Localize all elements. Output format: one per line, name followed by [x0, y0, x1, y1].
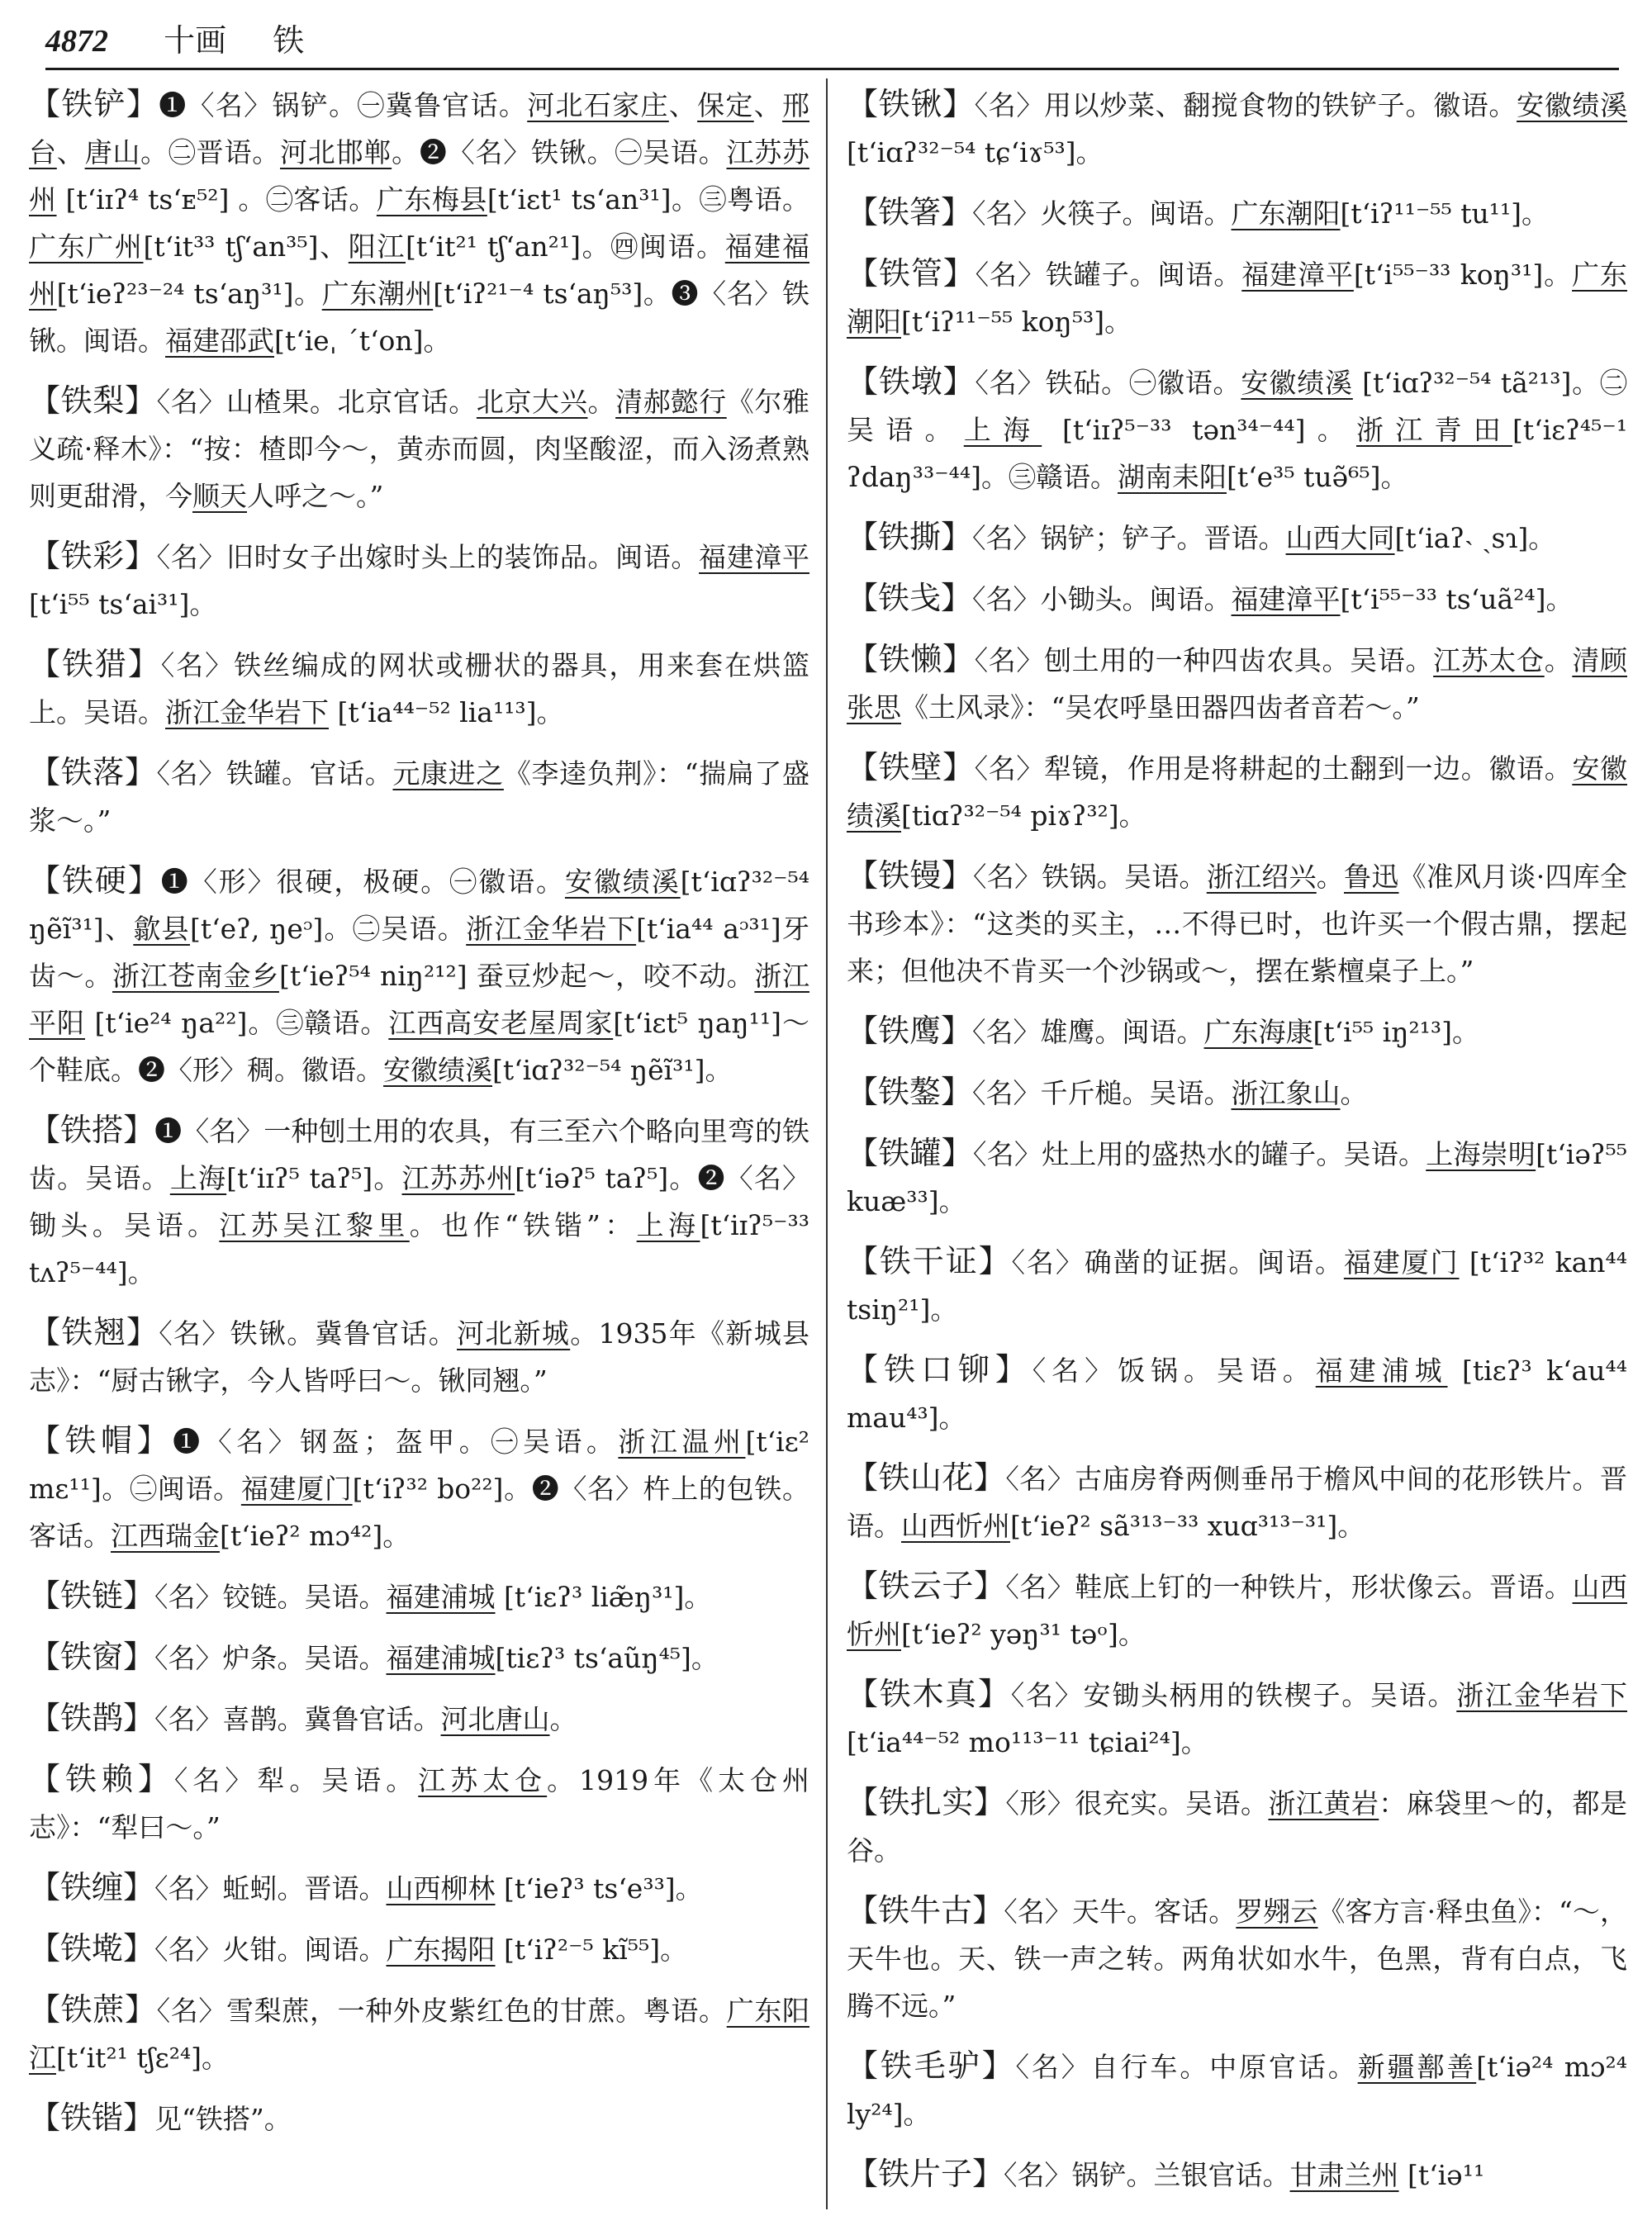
- entry-text: 见“铁搭”。: [154, 2103, 292, 2135]
- place-name: 安徽绩溪: [1517, 89, 1627, 121]
- place-name: 福建浦城: [1315, 1355, 1448, 1387]
- entry-text: 〈名〉鞋底上钉的一种铁片，形状像云。晋语。: [1005, 1571, 1573, 1603]
- entry-text: [tʻit²¹ tʃʻan²¹]。㊃闽语。: [406, 230, 725, 263]
- place-name: 山西忻州: [847, 1571, 1627, 1650]
- place-name: 甘肃兰州: [1289, 2159, 1399, 2191]
- entry-headword: 【铁云子】: [847, 1568, 1006, 1604]
- entry-text: [tʻiʔ³² bo²²]。❷〈名〉杵上的包铁。客话。: [29, 1473, 809, 1552]
- entry-text: [tʻi⁵⁵⁻³³ tsʻuã²⁴]。: [1340, 583, 1574, 615]
- place-name: 河北唐山: [440, 1703, 550, 1735]
- place-name: 河北邯郸: [280, 136, 392, 168]
- place-name: 河北石家庄: [527, 89, 669, 121]
- entry-text: 〈名〉铁丝编成的网状或栅状的器具，用来套在烘篮上。吴语。: [29, 649, 809, 728]
- dictionary-entry-tieman: [847, 852, 1627, 994]
- entry-text: 〈名〉铁罐。官话。: [156, 757, 393, 790]
- entry-headword: 【铁箸】: [847, 194, 973, 230]
- radical-label: 铁: [273, 22, 305, 59]
- place-name: 邢台: [29, 89, 809, 168]
- place-name: 广东潮阳: [847, 259, 1627, 338]
- dictionary-entry-tielian: [29, 1573, 809, 1620]
- entry-text: [tʻi⁵⁵ iŋ²¹³]。: [1313, 1016, 1480, 1048]
- entry-text: 〈名〉用以炒菜、翻搅食物的铁铲子。徽语。: [974, 89, 1517, 121]
- entry-headword: 【铁窗】: [29, 1639, 155, 1675]
- entry-headword: 【铁壁】: [847, 749, 975, 785]
- entry-text: [tʻiɪʔ⁵⁻³³ tən³⁴⁻⁴⁴]。: [1042, 414, 1356, 446]
- entry-text: 人呼之～。”: [247, 480, 384, 512]
- place-name: 浙江金华岩下: [466, 913, 637, 945]
- entry-text: 〈名〉铰链。吴语。: [154, 1581, 387, 1613]
- entry-text: 〈名〉火筷子。闽语。: [972, 197, 1232, 230]
- entry-text: ❶〈形〉很硬，极硬。㊀徽语。: [160, 866, 565, 898]
- left-column: [29, 81, 809, 2220]
- dictionary-entry-tielai: [29, 1756, 809, 1851]
- place-name: 安徽绩溪: [564, 866, 681, 898]
- dictionary-entry-tielan: [847, 636, 1627, 731]
- entry-text: 〈名〉古庙房脊两侧垂吊于檐风中间的花形铁片。晋语。: [847, 1463, 1627, 1542]
- entry-headword: 【铁彩】: [29, 538, 157, 574]
- dictionary-entry-tieda2: [29, 2095, 809, 2142]
- entry-text: 《李逵负荆》：“揣扁了盛浆～。”: [29, 757, 809, 837]
- entry-text: 。: [549, 1703, 577, 1735]
- column-divider: [826, 78, 828, 2209]
- entry-text: 、: [668, 89, 698, 121]
- entry-text: 〈名〉安锄头柄用的铁楔子。吴语。: [1010, 1679, 1457, 1711]
- entry-headword: 【铁链】: [29, 1578, 155, 1614]
- entry-text: [tiɛʔ³ kʻau⁴⁴ mau⁴³]。: [847, 1355, 1627, 1434]
- entry-headword: 【铁落】: [29, 754, 157, 790]
- page-header: [45, 15, 1627, 66]
- place-name: 福建浦城: [386, 1642, 496, 1674]
- entry-text: ❶〈名〉钢盔；盔甲。㊀吴语。: [173, 1426, 619, 1458]
- dictionary-entry-tiedun: [847, 358, 1627, 501]
- dictionary-entry-tieque: [29, 1695, 809, 1743]
- entry-headword: 【铁锹】: [847, 86, 975, 122]
- place-name: 福建浦城: [386, 1581, 496, 1613]
- place-name: 福建漳平: [1231, 583, 1341, 615]
- entry-text: 〈名〉小锄头。闽语。: [972, 583, 1232, 615]
- entry-text: [tʻieʔ⁵⁴ niŋ²¹²] 蚕豆炒起～，咬不动。: [278, 960, 755, 992]
- entry-text: [tʻiɪʔ⁵ taʔ⁵]。: [226, 1162, 402, 1194]
- entry-headword: 【铁鹰】: [847, 1013, 973, 1049]
- entry-text: [tʻiʔ²⁻⁵ kĩ⁵⁵]。: [495, 1933, 688, 1966]
- entry-text: 。㊁晋语。: [140, 136, 281, 168]
- dictionary-entry-tiezhu: [847, 189, 1627, 237]
- place-name: 阳江: [348, 230, 406, 263]
- place-name: 浙江温州: [618, 1426, 746, 1458]
- section-label: 十画: [164, 22, 227, 59]
- dictionary-entry-tieniugu: [847, 1887, 1627, 2029]
- entry-headword: 【铁鏊】: [847, 1074, 973, 1110]
- entry-text: [tʻi⁵⁵ tsʻai³¹]。: [29, 588, 217, 620]
- entry-text: [tʻiɛʔ³ liæ̃ŋ³¹]。: [495, 1581, 712, 1613]
- entry-text: [tʻiɛ² mɛ¹¹]。㊁闽语。: [29, 1426, 809, 1505]
- entry-text: [tʻieʔ² sã³¹³⁻³³ xuɑ³¹³⁻³¹]。: [1010, 1510, 1365, 1542]
- entry-headword: 【铁猎】: [29, 646, 161, 682]
- entry-text: [tʻieʔ² mɔ⁴²]。: [220, 1520, 411, 1552]
- place-name: 鲁迅: [1344, 861, 1399, 893]
- entry-text: [tʻiʔ¹¹⁻⁵⁵ koŋ⁵³]。: [901, 306, 1132, 338]
- entry-text: [tʻiʔ²¹⁻⁴ tsʻaŋ⁵³]。❸〈名〉铁锹。闽语。: [29, 278, 809, 357]
- entry-headword: 【铁梨】: [29, 382, 157, 419]
- entry-text: 〈名〉雪梨蔗，一种外皮紫红色的甘蔗。粤语。: [156, 1995, 727, 2027]
- entry-headword: 【铁帽】: [29, 1422, 173, 1459]
- place-name: 新疆鄯善: [1357, 2051, 1477, 2083]
- entry-text: [tʻi⁵⁵⁻³³ koŋ³¹]。: [1353, 259, 1573, 291]
- dictionary-entry-tieying2: [847, 1008, 1627, 1056]
- entry-text: [tʻiʔ¹¹⁻⁵⁵ tu¹¹]。: [1340, 197, 1550, 230]
- dictionary-entry-tielie: [29, 641, 809, 736]
- place-name: 浙江绍兴: [1206, 861, 1317, 893]
- place-name: 罗翙云: [1236, 1896, 1318, 1928]
- entry-text: 〈名〉蚯蚓。晋语。: [154, 1872, 387, 1905]
- entry-text: [tʻie²⁴ ŋa²²]。㊂赣语。: [84, 1007, 389, 1039]
- entry-headword: 【铁片子】: [847, 2156, 1004, 2192]
- entry-text: [tʻit³³ tʃʻan³⁵]、: [143, 230, 349, 263]
- place-name: 山西柳林: [386, 1872, 496, 1905]
- entry-text: 〈名〉铁锅。吴语。: [973, 861, 1207, 893]
- entry-text: 〈名〉千斤槌。吴语。: [972, 1077, 1232, 1109]
- dictionary-entry-tiezhe: [29, 1986, 809, 2081]
- entry-text: 。: [1544, 644, 1573, 676]
- entry-text: [tʻiəʔ⁵⁵ kuæ³³]。: [847, 1138, 1627, 1217]
- entry-headword: 【铁戋】: [847, 580, 973, 616]
- entry-text: 〈名〉喜鹊。冀鲁官话。: [154, 1703, 441, 1735]
- place-name: 上海崇明: [1426, 1138, 1536, 1170]
- place-name: 广东潮州: [321, 278, 434, 310]
- entry-text: 〈名〉铁罐子。闽语。: [975, 259, 1242, 291]
- entry-headword: 【铁翘】: [29, 1314, 159, 1350]
- dictionary-entry-tieguan: [847, 250, 1627, 345]
- place-name: 上海: [963, 414, 1042, 446]
- page-number: 4872: [45, 24, 108, 59]
- dictionary-entry-tiechan2: [29, 1864, 809, 1912]
- entry-text: 《尔雅义疏·释木》：“按：楂即今～，黄赤而圆，肉坚酸涩，而入汤煮熟则更甜滑，今: [29, 386, 809, 512]
- entry-headword: 【铁山花】: [847, 1459, 1006, 1496]
- place-name: 安徽绩溪: [383, 1054, 492, 1086]
- right-column: [847, 81, 1627, 2220]
- place-name: 安徽绩溪: [1241, 367, 1353, 399]
- place-name: 福建漳平: [699, 541, 809, 573]
- entry-text: [tʻiɛʔ⁴⁵⁻¹ ʔdaŋ³³⁻⁴⁴]。㊂赣语。: [847, 414, 1627, 493]
- entry-text: [tʻiɑʔ³²⁻⁵⁴ ŋẽĩ³¹]。: [492, 1054, 733, 1086]
- entry-text: 。1935年《新城县志》：“厨古锹字，今人皆呼曰～。锹同翘。”: [29, 1317, 809, 1397]
- entry-text: [tʻiɑʔ³²⁻⁵⁴ tã²¹³]。㊁吴语。: [847, 367, 1627, 446]
- entry-text: 〈名〉锅铲；铲子。晋语。: [972, 522, 1286, 554]
- entry-headword: 【铁墘】: [29, 1930, 155, 1967]
- place-name: 北京大兴: [476, 386, 588, 418]
- dictionary-entry-tiechan: [29, 81, 809, 364]
- entry-text: 〈名〉雄鹰。闽语。: [972, 1016, 1204, 1048]
- entry-text: [tʻia⁴⁴ aᵓ³¹]牙齿～。: [29, 913, 809, 992]
- place-name: 顺天: [192, 480, 247, 512]
- entry-headword: 【铁扎实】: [847, 1784, 1006, 1820]
- entry-text: [tʻiʔ³² kan⁴⁴ tsiŋ²¹]。: [847, 1246, 1627, 1326]
- place-name: 保定: [697, 89, 754, 121]
- entry-text: [tʻia⁴⁴⁻⁵² mo¹¹³⁻¹¹ tɕiai²⁴]。: [847, 1726, 1208, 1758]
- entry-text: [tʻieˌ ˊtʻon]。: [274, 325, 451, 357]
- place-name: 江苏吴江黎里: [219, 1209, 410, 1241]
- place-name: 安徽绩溪: [847, 752, 1627, 832]
- dictionary-entry-tieshanhua: [847, 1454, 1627, 1549]
- entry-text: 〈名〉犁镜，作用是将耕起的土翻到一边。徽语。: [974, 752, 1573, 785]
- entry-text: [tʻieʔ³ tsʻe³³]。: [495, 1872, 703, 1905]
- place-name: 浙江象山: [1231, 1077, 1341, 1109]
- dictionary-entry-tiesi: [847, 514, 1627, 562]
- place-name: 福建漳平: [1241, 259, 1354, 291]
- entry-headword: 【铁赖】: [29, 1761, 174, 1797]
- place-name: 浙江平阳: [29, 960, 809, 1039]
- dictionary-entry-tieao: [847, 1069, 1627, 1117]
- entry-headword: 【铁管】: [847, 255, 976, 292]
- place-name: 湖南耒阳: [1117, 461, 1227, 493]
- entry-text: [tʻiɛt¹ tsʻan³¹]。㊂粤语。: [487, 183, 809, 216]
- place-name: 广东揭阳: [386, 1933, 496, 1966]
- entry-text: 〈名〉确凿的证据。闽语。: [1011, 1246, 1344, 1279]
- entry-text: [tʻiɑʔ³²⁻⁵⁴ tɕʻiɤ⁵³]。: [847, 136, 1104, 168]
- entry-text: 〈名〉天牛。客话。: [1004, 1896, 1237, 1928]
- entry-text: 。: [1316, 861, 1344, 893]
- place-name: 唐山: [84, 136, 141, 168]
- dictionary-entry-tieqian: [29, 1925, 809, 1973]
- dictionary-entry-tiejian: [847, 575, 1627, 623]
- entry-text: [tʻia⁴⁴⁻⁵² lia¹¹³]。: [329, 696, 564, 728]
- entry-text: [tʻiɪʔ⁴ tsʻᴇ⁵²] 。㊁客话。: [56, 183, 377, 216]
- entry-text: 〈名〉山楂果。北京官话。: [156, 386, 477, 418]
- entry-headword: 【铁干证】: [847, 1243, 1012, 1279]
- entry-text: [tʻiə²⁴ mɔ²⁴ ly²⁴]。: [847, 2051, 1627, 2130]
- place-name: 广东阳江: [29, 1995, 809, 2074]
- dictionary-entry-tieyunzi: [847, 1563, 1627, 1658]
- dictionary-entry-tiebi: [847, 744, 1627, 839]
- place-name: 福建厦门: [1343, 1246, 1460, 1279]
- entry-text: 、: [56, 136, 85, 168]
- place-name: 广东海康: [1203, 1016, 1313, 1048]
- entry-text: 〈名〉旧时女子出嫁时头上的装饰品。闽语。: [156, 541, 700, 573]
- entry-text: 。1919年《太仓州志》：“犁曰～。”: [29, 1764, 809, 1843]
- entry-text: 〈名〉自行车。中原官话。: [1015, 2051, 1358, 2083]
- entry-text: [tʻiəʔ⁵ taʔ⁵]。❷〈名〉锄头。吴语。: [29, 1162, 809, 1241]
- place-name: 歙县: [133, 913, 190, 945]
- entry-text: [tʻeʔ, ŋeᵓ]。㊁吴语。: [189, 913, 467, 945]
- entry-headword: 【铁鹊】: [29, 1700, 155, 1736]
- entry-text: 。: [1340, 1077, 1368, 1109]
- dictionary-entry-tieqiao2: [847, 81, 1627, 176]
- entry-text: [tʻe³⁵ tuə̃⁶⁵]。: [1226, 461, 1408, 493]
- dictionary-entry-tieguan2: [847, 1130, 1627, 1225]
- dictionary-entry-tieluo: [29, 749, 809, 844]
- place-name: 江西瑞金: [111, 1520, 220, 1552]
- entry-text: 。也作“铁锴”：: [409, 1209, 637, 1241]
- entry-text: 《土风录》：“吴农呼垦田器四齿者音若～。”: [901, 691, 1420, 724]
- entry-headword: 【铁毛驴】: [847, 2047, 1016, 2084]
- place-name: 江苏苏州: [401, 1162, 515, 1194]
- place-name: 福建邵武: [165, 325, 274, 357]
- place-name: 江西高安老屋周家: [388, 1007, 614, 1039]
- place-name: 清郝懿行: [615, 386, 727, 418]
- place-name: 广东广州: [29, 230, 144, 263]
- place-name: 河北新城: [457, 1317, 571, 1350]
- place-name: 上海: [636, 1209, 700, 1241]
- entry-headword: 【铁缠】: [29, 1869, 155, 1905]
- entry-headword: 【铁木真】: [847, 1676, 1011, 1712]
- dictionary-entry-tiepianzi: [847, 2151, 1627, 2199]
- place-name: 浙江金华岩下: [1456, 1679, 1627, 1711]
- place-name: 上海: [169, 1162, 227, 1194]
- entry-text: 。: [587, 386, 616, 418]
- entry-headword: 【铁撕】: [847, 519, 973, 555]
- dictionary-entry-tieda: [29, 1107, 809, 1296]
- entry-text: 〈名〉铁砧。㊀徽语。: [975, 367, 1241, 399]
- entry-text: 《准风月谈·四库全书珍本》：“这类的买主，…不得已时，也许买一个假古鼎，摆起来；但他决不肯买一个沙锅或～，摆在紫檀桌子上。”: [847, 861, 1627, 987]
- place-name: 山西大同: [1285, 522, 1395, 554]
- entry-text: ：麻袋里～的，都是谷。: [847, 1787, 1627, 1867]
- dictionary-entry-tiekoumao: [847, 1346, 1627, 1441]
- entry-text: 〈名〉锅铲。兰银官话。: [1004, 2159, 1290, 2191]
- entry-text: [tʻieʔ²³⁻²⁴ tsʻaŋ³¹]。: [56, 278, 322, 310]
- entry-headword: 【铁懒】: [847, 641, 975, 677]
- dictionary-entry-tiemao: [29, 1417, 809, 1559]
- entry-text: [tʻiɛt⁵ ŋaŋ¹¹]～个鞋底。❷〈形〉稠。徽语。: [29, 1007, 809, 1086]
- entry-text: ❶〈名〉一种刨土用的农具，有三至六个略向里弯的铁齿。吴语。: [29, 1115, 809, 1194]
- entry-headword: 【铁铲】: [29, 86, 159, 122]
- entry-text: 〈名〉刨土用的一种四齿农具。吴语。: [974, 644, 1434, 676]
- place-name: 江苏太仓: [1433, 644, 1545, 676]
- place-name: 浙江金华岩下: [165, 696, 329, 728]
- place-name: 江苏太仓: [418, 1764, 548, 1796]
- entry-text: 〈形〉很充实。吴语。: [1005, 1787, 1269, 1820]
- entry-text: 〈名〉铁锹。冀鲁官话。: [159, 1317, 458, 1350]
- place-name: 福建福州: [29, 230, 809, 310]
- entry-text: 《客方言·释虫鱼》：“～，天牛也。天、铁一声之转。两角状如水牛，色黑，背有白点，飞腾不远。”: [847, 1896, 1627, 2022]
- entry-headword: 【铁墩】: [847, 363, 976, 400]
- place-name: 福建厦门: [240, 1473, 353, 1505]
- entry-headword: 【铁蔗】: [29, 1991, 157, 2028]
- dictionary-entry-tieli: [29, 377, 809, 520]
- place-name: 浙江苍南金乡: [112, 960, 279, 992]
- entry-headword: 【铁罐】: [847, 1135, 973, 1171]
- place-name: 清顾张思: [847, 644, 1627, 724]
- entry-text: 、: [753, 89, 783, 121]
- entry-text: [tʻiɑʔ³²⁻⁵⁴ ŋẽĩ³¹]、: [29, 866, 809, 945]
- entry-headword: 【铁牛古】: [847, 1892, 1004, 1929]
- entry-text: 〈名〉炉条。吴语。: [154, 1642, 387, 1674]
- entry-text: [tʻit²¹ tʃɛ²⁴]。: [56, 2042, 230, 2074]
- entry-text: [tʻiə¹¹: [1398, 2159, 1485, 2191]
- entry-text: [tiɛʔ³ tsʻaũŋ⁴⁵]。: [495, 1642, 719, 1674]
- dictionary-entry-tiemuzhen: [847, 1671, 1627, 1766]
- entry-text: 〈名〉火钳。闽语。: [154, 1933, 387, 1966]
- entry-text: 〈名〉犁。吴语。: [173, 1764, 419, 1796]
- dictionary-entry-tiecai: [29, 533, 809, 628]
- entry-headword: 【铁镘】: [847, 857, 973, 894]
- entry-text: 〈名〉灶上用的盛热水的罐子。吴语。: [972, 1138, 1427, 1170]
- place-name: 浙江青田: [1355, 414, 1512, 446]
- place-name: 元康进之: [392, 757, 504, 790]
- place-name: 广东梅县: [376, 183, 487, 216]
- entry-text: [tʻieʔ² yəŋ³¹ təᵒ]。: [901, 1618, 1146, 1650]
- entry-text: 〈名〉饭锅。吴语。: [1032, 1355, 1316, 1387]
- entry-text: ❶〈名〉锅铲。㊀冀鲁官话。: [159, 89, 528, 121]
- entry-headword: 【铁锴】: [29, 2100, 155, 2136]
- entry-text: [tʻiɪʔ⁵⁻³³ tʌʔ⁵⁻⁴⁴]。: [29, 1209, 809, 1288]
- dictionary-entry-tiezhashi: [847, 1779, 1627, 1874]
- dictionary-entry-tieying: [29, 857, 809, 1094]
- entry-text: [tʻiaʔ˴ ˏsɿ]。: [1394, 522, 1556, 554]
- place-name: 山西忻州: [901, 1510, 1010, 1542]
- place-name: 广东潮阳: [1231, 197, 1341, 230]
- entry-text: [tiɑʔ³²⁻⁵⁴ piɤʔ³²]。: [901, 799, 1146, 832]
- dictionary-entry-tiemaolv: [847, 2043, 1627, 2137]
- header-rule: [45, 68, 1619, 70]
- place-name: 浙江黄岩: [1268, 1787, 1379, 1820]
- place-name: 江苏苏州: [29, 136, 809, 216]
- dictionary-entry-tieganzheng: [847, 1238, 1627, 1333]
- dictionary-entry-tiechuang: [29, 1634, 809, 1682]
- entry-headword: 【铁硬】: [29, 862, 161, 899]
- entry-text: 。❷〈名〉铁锹。㊀吴语。: [392, 136, 727, 168]
- entry-headword: 【铁口铆】: [847, 1351, 1032, 1388]
- entry-headword: 【铁搭】: [29, 1112, 155, 1148]
- dictionary-entry-tieqiao: [29, 1309, 809, 1404]
